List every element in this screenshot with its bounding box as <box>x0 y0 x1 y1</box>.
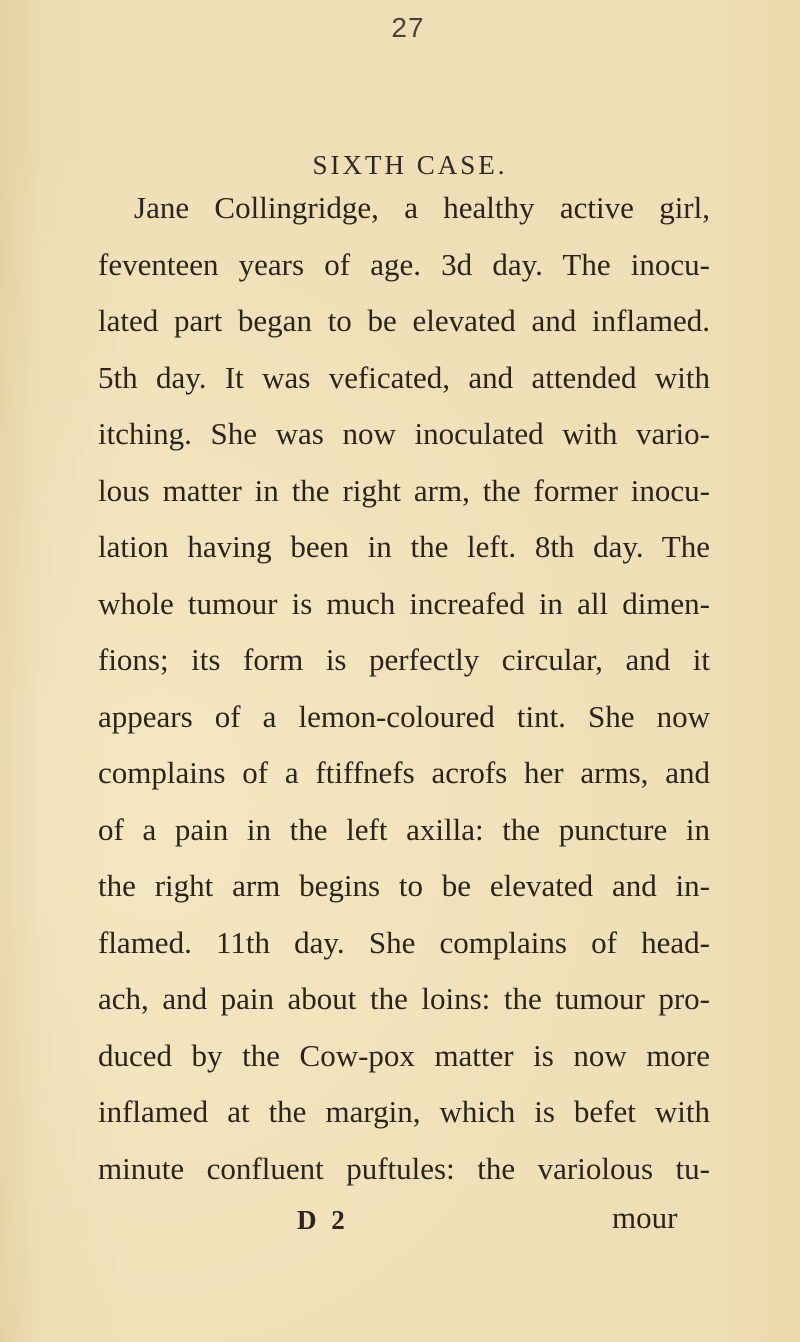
body-text-line: 5th day. It was veficated, and attended with <box>98 360 710 395</box>
body-text-line: fions; its form is perfectly circular, and it <box>98 642 710 677</box>
body-text-line: Jane Collingridge, a healthy active girl, <box>134 190 710 225</box>
body-text-line: whole tumour is much increafed in all dimen- <box>98 586 710 621</box>
body-text-line: of a pain in the left axilla: the puncture in <box>98 812 710 847</box>
body-text-line: lated part began to be elevated and inflamed. <box>98 303 710 338</box>
body-text-line: lation having been in the left. 8th day. The <box>98 529 710 564</box>
signature-mark: D 2 <box>297 1205 349 1235</box>
body-text-line: itching. She was now inoculated with vario- <box>98 416 710 451</box>
body-text-line: inflamed at the margin, which is befet with <box>98 1094 710 1129</box>
body-text-line: minute confluent puftules: the variolous tu- <box>98 1151 710 1186</box>
catchword: mour <box>612 1200 678 1235</box>
body-text-line: flamed. 11th day. She complains of head- <box>98 925 710 960</box>
body-text-line: feventeen years of age. 3d day. The inocu- <box>98 247 710 282</box>
body-text-line: complains of a ftiffnefs acrofs her arms, and <box>98 755 710 790</box>
body-text-line: ach, and pain about the loins: the tumour pro- <box>98 981 710 1016</box>
body-text-line: lous matter in the right arm, the former inocu- <box>98 473 710 508</box>
page-number: 27 <box>391 12 425 43</box>
body-text-line: the right arm begins to be elevated and in- <box>98 868 710 903</box>
case-heading: SIXTH CASE. <box>312 150 508 180</box>
body-text-line: duced by the Cow-pox matter is now more <box>98 1038 710 1073</box>
body-text-line: appears of a lemon-coloured tint. She now <box>98 699 710 734</box>
